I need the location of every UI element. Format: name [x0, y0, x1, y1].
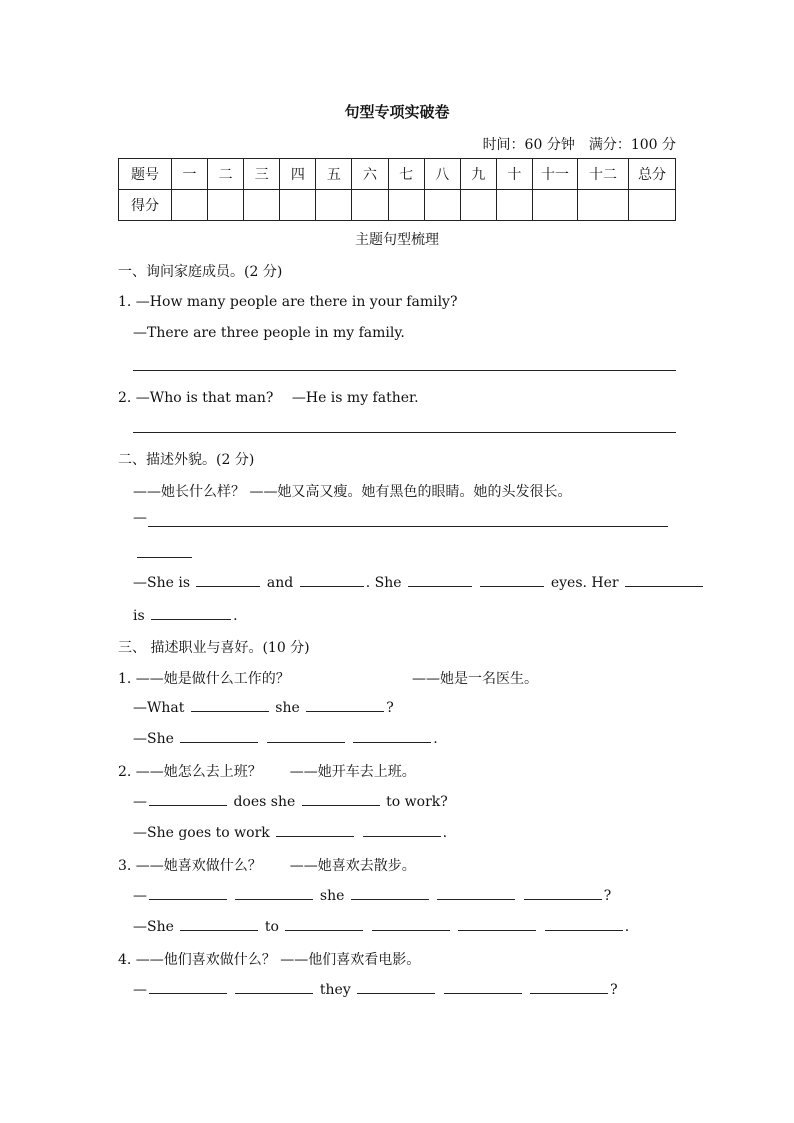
- blank[interactable]: [480, 574, 544, 587]
- text: —She: [133, 919, 174, 935]
- score-row-label: 得分: [119, 190, 172, 221]
- s3-q1-chinese-a: 1. ——她是做什么工作的？: [118, 671, 290, 687]
- section-3-heading: 三、 描述职业与喜好。(10 分): [118, 640, 310, 656]
- score-cell[interactable]: [208, 190, 244, 221]
- blank[interactable]: [276, 824, 354, 837]
- s3-q1-line-2: [133, 730, 438, 747]
- s3-q1-chinese-b: ——她是一名医生。: [412, 671, 538, 687]
- text: .: [624, 919, 630, 935]
- text: they: [319, 982, 351, 998]
- score-header-cell: 十一: [533, 159, 578, 190]
- blank[interactable]: [302, 793, 380, 806]
- blank[interactable]: [437, 887, 515, 900]
- blank[interactable]: [524, 887, 602, 900]
- text: and: [266, 575, 294, 591]
- text: —: [133, 982, 147, 998]
- blank[interactable]: [149, 981, 227, 994]
- text: —What: [133, 700, 185, 716]
- score-header-cell: 十: [496, 159, 532, 190]
- s2-prompt: ——她长什么样？ ——她又高又瘦。她有黑色的眼睛。她的头发很长。: [133, 484, 572, 500]
- blank[interactable]: [458, 918, 536, 931]
- text: is: [133, 608, 145, 624]
- s3-q3-line-2: [133, 918, 629, 935]
- text: ?: [610, 982, 618, 998]
- s3-q3-line-1: [133, 887, 611, 904]
- text: ?: [603, 888, 612, 904]
- page-title: 句型专项实破卷: [344, 103, 450, 121]
- blank[interactable]: [180, 918, 258, 931]
- blank[interactable]: [444, 981, 522, 994]
- blank[interactable]: [300, 574, 364, 587]
- s1-q2: 2. —Who is that man? —He is my father.: [118, 390, 419, 406]
- blank[interactable]: [372, 918, 450, 931]
- score-cell[interactable]: [578, 190, 629, 221]
- blank[interactable]: [149, 793, 227, 806]
- score-table: [118, 158, 676, 221]
- blank[interactable]: [351, 887, 429, 900]
- blank[interactable]: [285, 918, 363, 931]
- score-header-cell: 五: [316, 159, 352, 190]
- text: —: [133, 888, 147, 904]
- score-cell[interactable]: [460, 190, 496, 221]
- text: ?: [386, 700, 394, 716]
- blank[interactable]: [235, 887, 313, 900]
- score-cell[interactable]: [280, 190, 316, 221]
- score-cell[interactable]: [172, 190, 208, 221]
- text: she: [275, 700, 300, 716]
- score-header-cell: 三: [244, 159, 280, 190]
- score-header-cell: 总分: [629, 159, 676, 190]
- s1-q1-question: 1. —How many people are there in your family?: [118, 294, 458, 310]
- text: .: [433, 731, 438, 747]
- text: .: [442, 825, 448, 841]
- score-cell[interactable]: [629, 190, 676, 221]
- score-header-cell: 一: [172, 159, 208, 190]
- text: she: [319, 888, 345, 904]
- section-2-heading: 二、描述外貌。(2 分): [118, 452, 255, 468]
- blank[interactable]: [196, 574, 260, 587]
- score-cell[interactable]: [424, 190, 460, 221]
- score-header-cell: 七: [388, 159, 424, 190]
- blank[interactable]: [267, 730, 345, 743]
- score-cell[interactable]: [533, 190, 578, 221]
- text: . She: [365, 575, 402, 591]
- s3-q2-chinese: 2. ——她怎么去上班？ ——她开车去上班。: [118, 764, 416, 780]
- s1-q1-answer: —There are three people in my family.: [133, 325, 405, 341]
- score-table-header-row: [119, 159, 676, 190]
- text: —She: [133, 731, 174, 747]
- answer-line[interactable]: [133, 370, 676, 371]
- blank[interactable]: [408, 574, 472, 587]
- blank[interactable]: [530, 981, 608, 994]
- score-header-cell: 二: [208, 159, 244, 190]
- blank[interactable]: [180, 730, 258, 743]
- text: does she: [233, 794, 296, 810]
- blank[interactable]: [306, 699, 384, 712]
- answer-line[interactable]: [137, 557, 192, 558]
- blank[interactable]: [545, 918, 623, 931]
- blank[interactable]: [357, 981, 435, 994]
- s2-line-1: [133, 574, 705, 591]
- blank[interactable]: [353, 730, 431, 743]
- blank[interactable]: [151, 607, 231, 620]
- s2-line-2: [133, 607, 238, 624]
- score-table-score-row: [119, 190, 676, 221]
- s3-q2-line-2: [133, 824, 447, 841]
- blank[interactable]: [149, 887, 227, 900]
- text: —She is: [133, 575, 191, 591]
- score-header-cell: 十二: [578, 159, 629, 190]
- text: eyes. Her: [550, 575, 619, 591]
- score-cell[interactable]: [316, 190, 352, 221]
- section-1-heading: 一、询问家庭成员。(2 分): [118, 264, 283, 280]
- s2-dash: —: [133, 510, 147, 526]
- score-cell[interactable]: [244, 190, 280, 221]
- text: —: [133, 794, 147, 810]
- s3-q3-chinese: 3. ——她喜欢做什么？ ——她喜欢去散步。: [118, 858, 416, 874]
- blank[interactable]: [363, 824, 441, 837]
- blank[interactable]: [191, 699, 269, 712]
- score-header-cell: 六: [352, 159, 388, 190]
- answer-line[interactable]: [133, 432, 676, 433]
- text: to work?: [386, 794, 448, 810]
- blank[interactable]: [235, 981, 313, 994]
- s3-q4-chinese: 4. ——他们喜欢做什么？ ——他们喜欢看电影。: [118, 952, 421, 968]
- section-subtitle: 主题句型梳理: [355, 232, 439, 248]
- score-header-cell: 四: [280, 159, 316, 190]
- s3-q2-line-1: [133, 793, 448, 810]
- text: —She goes to work: [133, 825, 270, 841]
- score-cell[interactable]: [388, 190, 424, 221]
- exam-meta: 时间：60 分钟 满分：100 分: [482, 137, 676, 153]
- s3-q1-line-1: [133, 699, 394, 716]
- blank[interactable]: [625, 574, 703, 587]
- score-cell[interactable]: [496, 190, 532, 221]
- score-cell[interactable]: [352, 190, 388, 221]
- score-header-cell: 题号: [119, 159, 172, 190]
- score-header-cell: 九: [460, 159, 496, 190]
- text: to: [264, 919, 279, 935]
- s3-q4-line-1: [133, 981, 618, 998]
- score-header-cell: 八: [424, 159, 460, 190]
- text: .: [233, 608, 238, 624]
- answer-line[interactable]: [148, 526, 668, 527]
